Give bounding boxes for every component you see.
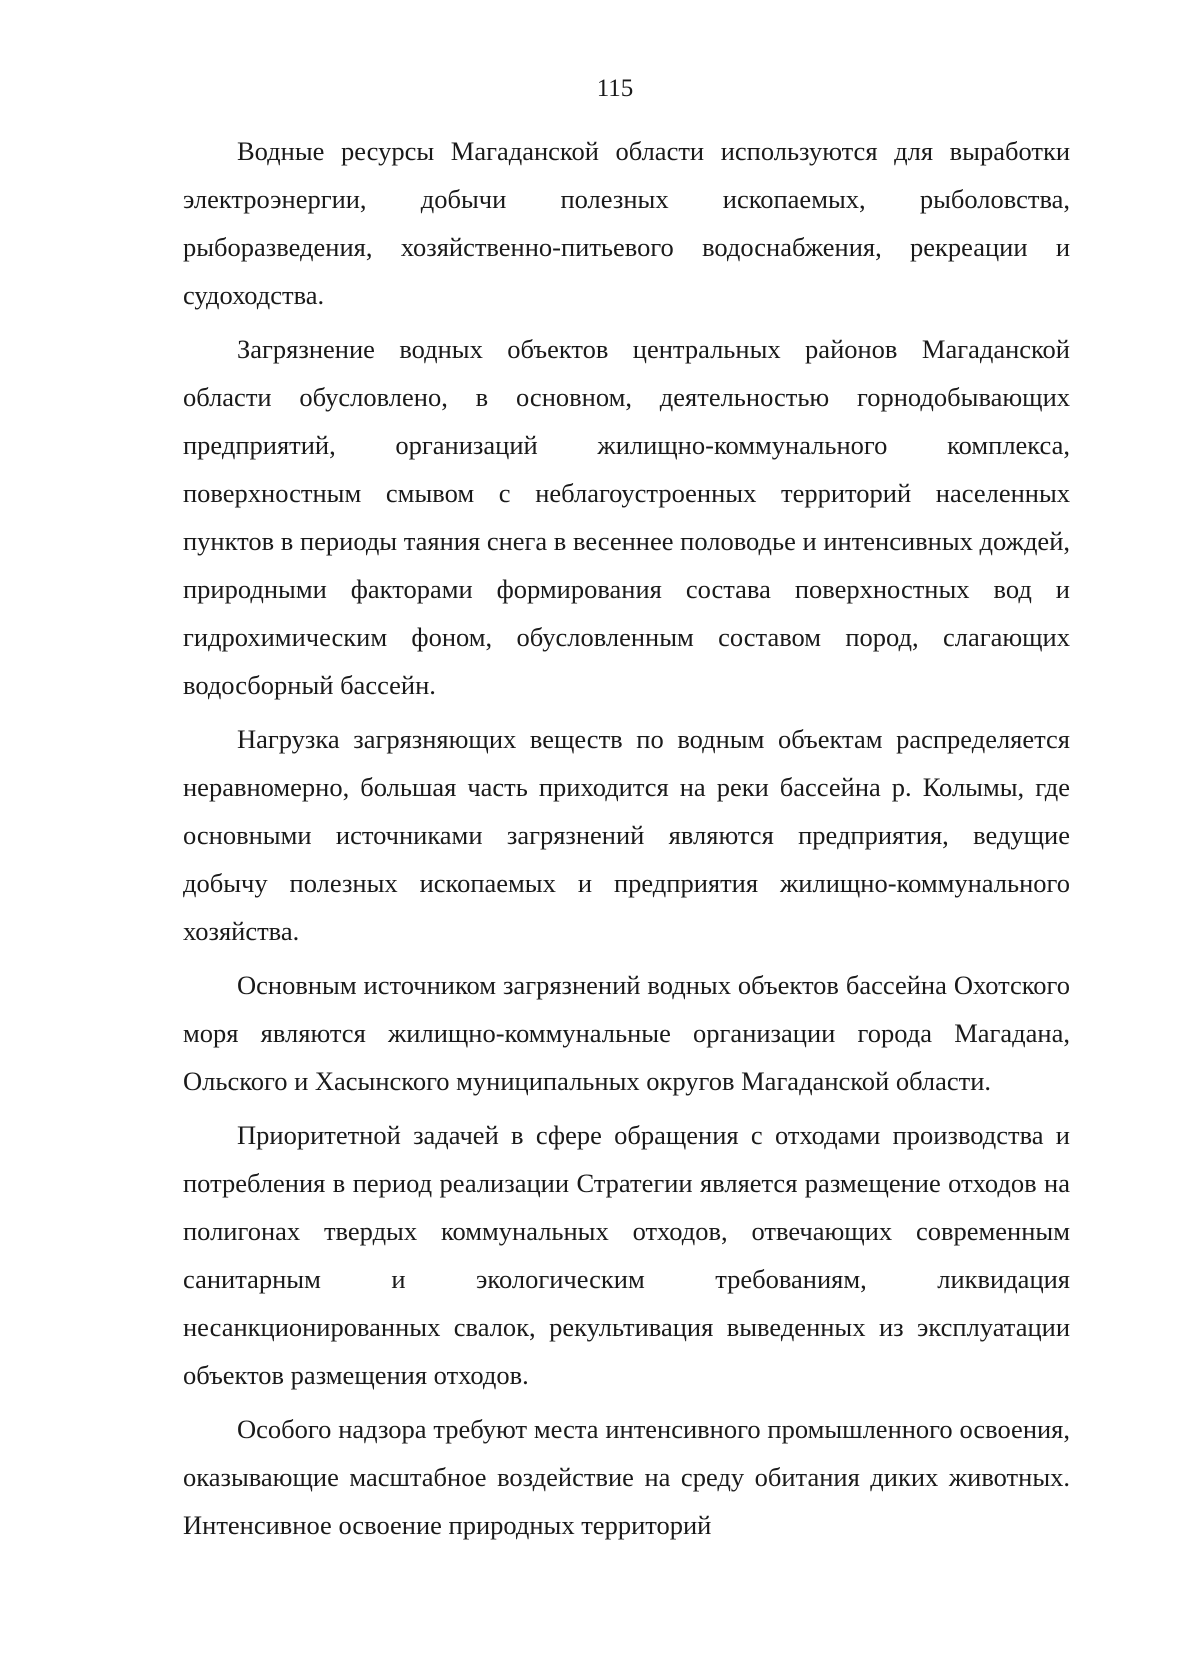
paragraph-pollution-central-districts: Загрязнение водных объектов центральных районов Магаданской области обусловлено, в основном, деятельностью горнодобывающих предприятий, организаций жилищно-коммунального комплекса, поверхностным смывом с неблагоустроенных территорий населенных пунктов в периоды таяния снега в весеннее половодье и интенсивных дождей, природными факторами формирования состава поверхностных вод и гидрохимическим фоном, обусловленным составом пород, слагающих водосборный бассейн. bbox=[183, 334, 1070, 700]
paragraph-okhotsk-sea-pollution: Основным источником загрязнений водных объектов бассейна Охотского моря являются жилищно-коммунальные организации города Магадана, Ольского и Хасынского муниципальных округов Магаданской области. bbox=[183, 970, 1070, 1096]
paragraph-industrial-development: Особого надзора требуют места интенсивного промышленного освоения, оказывающие масштабное воздействие на среду обитания диких животных. Интенсивное освоение природных территорий bbox=[183, 1414, 1070, 1540]
paragraph-waste-management: Приоритетной задачей в сфере обращения с отходами производства и потребления в период реализации Стратегии является размещение отходов на полигонах твердых коммунальных отходов, отвечающих современным санитарным и экологическим требованиям, ликвидация несанкционированных свалок, рекультивация выведенных из эксплуатации объектов размещения отходов. bbox=[183, 1120, 1070, 1390]
page-number: 115 bbox=[596, 75, 634, 102]
paragraph-pollutant-load: Нагрузка загрязняющих веществ по водным объектам распределяется неравномерно, большая часть приходится на реки бассейна р. Колымы, где основными источниками загрязнений являются предприятия, ведущие добычу полезных ископаемых и предприятия жилищно-коммунального хозяйства. bbox=[183, 724, 1070, 946]
body-text bbox=[183, 127, 1070, 1555]
paragraph-water-resources: Водные ресурсы Магаданской области используются для выработки электроэнергии, добычи полезных ископаемых, рыболовства, рыборазведения, хозяйственно-питьевого водоснабжения, рекреации и судоходства. bbox=[183, 136, 1070, 310]
